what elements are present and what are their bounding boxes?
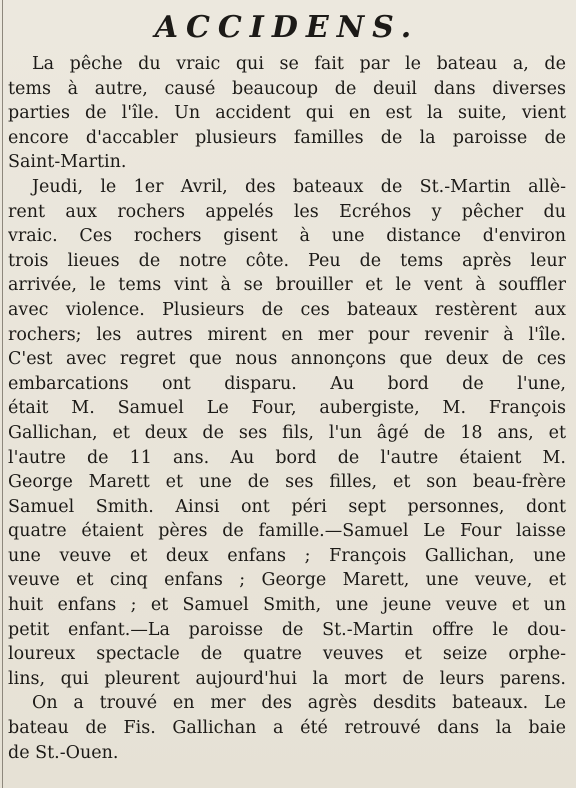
text-line: La pêche du vraic qui se fait par le bateau a, de xyxy=(32,54,566,74)
column-rule xyxy=(2,0,3,788)
article-body xyxy=(8,52,566,765)
text-line: On a trouvé en mer des agrès desdits bateaux. Le xyxy=(32,693,566,714)
text-line: George Marett et une de ses filles, et son beau-frère xyxy=(8,472,566,493)
text-line: avec violence. Plusieurs de ces bateaux restèrent aux xyxy=(8,299,566,320)
text-line: C'est avec regret que nous annonçons que deux de ces xyxy=(8,349,566,370)
text-line: de St.-Ouen. xyxy=(8,742,119,763)
text-line: trois lieues de notre côte. Peu de tems après leur xyxy=(8,250,566,271)
text-line: petit enfant.—La paroisse de St.-Martin offre le dou- xyxy=(8,619,566,640)
text-line: embarcations ont disparu. Au bord de l'une, xyxy=(8,373,566,394)
text-line: était M. Samuel Le Four, aubergiste, M. François xyxy=(8,398,566,419)
text-line: rent aux rochers appelés les Ecréhos y pêcher du xyxy=(8,201,566,222)
text-line: vraic. Ces rochers gisent à une distance d'environ xyxy=(8,226,566,247)
text-line: loureux spectacle de quatre veuves et seize orphe- xyxy=(8,644,566,665)
text-line: Gallichan, et deux de ses fils, l'un âgé de 18 ans, et xyxy=(8,422,566,443)
text-line: tems à autre, causé beaucoup de deuil dans diverses xyxy=(8,78,566,99)
text-line: rochers; les autres mirent en mer pour revenir à l'île. xyxy=(8,324,566,345)
article-title: ACCIDENS. xyxy=(154,10,420,45)
text-line: lins, qui pleurent aujourd'hui la mort de leurs parens. xyxy=(8,668,566,689)
text-line: l'autre de 11 ans. Au bord de l'autre étaient M. xyxy=(8,447,566,468)
text-line: Saint-Martin. xyxy=(8,152,127,173)
text-line: Samuel Smith. Ainsi ont péri sept personnes, dont xyxy=(8,496,566,517)
text-line: quatre étaient pères de famille.—Samuel Le Four laisse xyxy=(8,521,566,542)
text-line: huit enfans ; et Samuel Smith, une jeune veuve et un xyxy=(8,595,566,616)
text-line: encore d'accabler plusieurs familles de la paroisse de xyxy=(8,127,566,148)
text-line: une veuve et deux enfans ; François Gallichan, une xyxy=(8,545,566,566)
text-line: parties de l'île. Un accident qui en est la suite, vient xyxy=(8,103,566,124)
text-line: bateau de Fis. Gallichan a été retrouvé dans la baie xyxy=(8,718,566,739)
text-line: arrivée, le tems vint à se brouiller et le vent à souffler xyxy=(8,275,566,296)
text-line: Jeudi, le 1er Avril, des bateaux de St.-Martin allè- xyxy=(32,176,566,197)
text-line: veuve et cinq enfans ; George Marett, une veuve, et xyxy=(8,570,566,591)
